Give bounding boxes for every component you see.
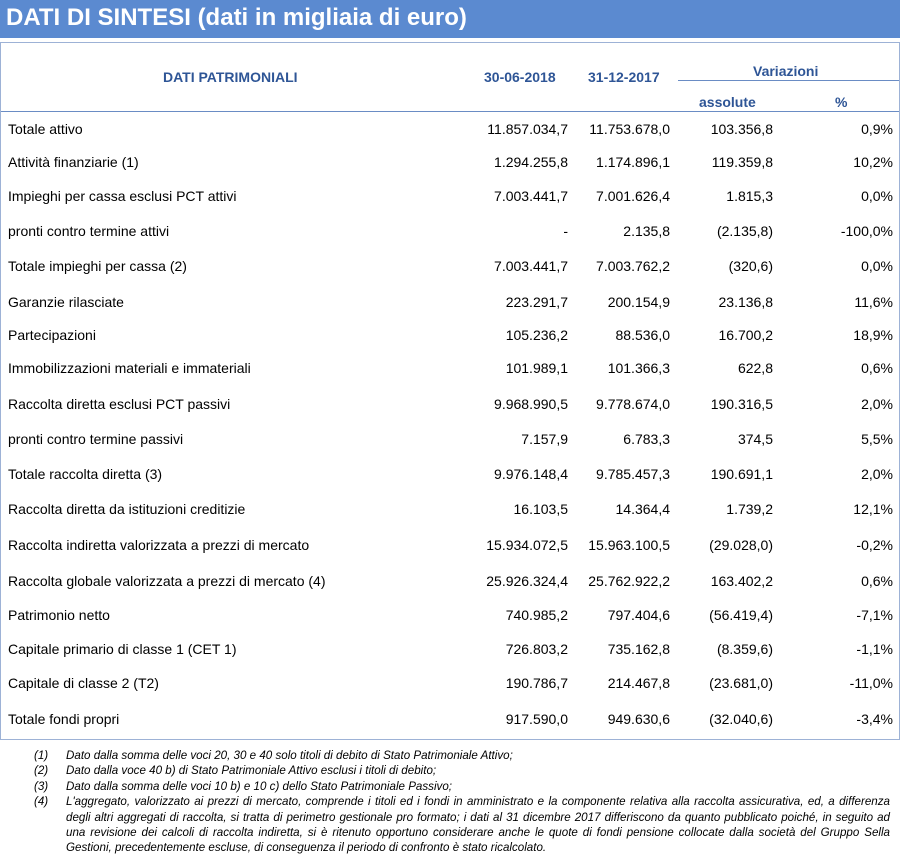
- variation-absolute: (32.040,6): [709, 711, 773, 727]
- variation-percent: 11,6%: [854, 294, 893, 310]
- variation-absolute: 622,8: [737, 360, 773, 376]
- value-31-12-2017: 15.963.100,5: [588, 537, 670, 553]
- table-row: [1, 318, 899, 352]
- table-row: [1, 492, 899, 526]
- table-row: [1, 632, 899, 666]
- table-row: [1, 351, 899, 385]
- value-30-06-2018: -: [563, 223, 568, 239]
- row-label: Patrimonio netto: [8, 607, 110, 623]
- value-30-06-2018: 917.590,0: [505, 711, 568, 727]
- column-header-assolute: assolute: [699, 94, 756, 110]
- table-row: [1, 112, 899, 146]
- row-label: Raccolta globale valorizzata a prezzi di mercato (4): [8, 573, 326, 589]
- value-31-12-2017: 7.001.626,4: [596, 188, 670, 204]
- row-label: Totale attivo: [8, 121, 83, 137]
- value-31-12-2017: 797.404,6: [607, 607, 670, 623]
- footnote-text: Dato dalla somma delle voci 20, 30 e 40 solo titoli di debito di Stato Patrimoniale Attivo;: [66, 749, 513, 762]
- variation-absolute: (320,6): [728, 258, 773, 274]
- footnote-number: (2): [34, 764, 49, 778]
- column-header-variazioni: Variazioni: [753, 63, 819, 79]
- table-row: [1, 564, 899, 598]
- row-label: Garanzie rilasciate: [8, 294, 124, 310]
- table-row: [1, 249, 899, 283]
- value-30-06-2018: 740.985,2: [505, 607, 568, 623]
- table-row: [1, 528, 899, 562]
- footnote: [0, 763, 900, 778]
- variation-absolute: (56.419,4): [709, 607, 773, 623]
- variation-percent: -0,2%: [856, 537, 893, 553]
- row-label: Immobilizzazioni materiali e immateriali: [8, 360, 251, 376]
- variation-percent: 0,0%: [861, 188, 893, 204]
- row-label: Impieghi per cassa esclusi PCT attivi: [8, 188, 237, 204]
- summary-table: [0, 42, 900, 740]
- value-31-12-2017: 25.762.922,2: [588, 573, 670, 589]
- variation-absolute: (29.028,0): [709, 537, 773, 553]
- value-30-06-2018: 190.786,7: [505, 675, 568, 691]
- value-30-06-2018: 7.003.441,7: [494, 188, 568, 204]
- variation-absolute: (8.359,6): [716, 641, 773, 657]
- variation-absolute: 190.316,5: [710, 396, 773, 412]
- table-row: [1, 214, 899, 248]
- row-label: Partecipazioni: [8, 327, 96, 343]
- value-31-12-2017: 7.003.762,2: [596, 258, 670, 274]
- variation-percent: 10,2%: [853, 154, 893, 170]
- row-label: Capitale di classe 2 (T2): [8, 675, 159, 691]
- variation-percent: 12,1%: [853, 501, 893, 517]
- value-30-06-2018: 726.803,2: [505, 641, 568, 657]
- footnote-number: (4): [34, 795, 49, 809]
- value-30-06-2018: 101.989,1: [505, 360, 568, 376]
- table-row: [1, 457, 899, 491]
- variation-absolute: 190.691,1: [710, 466, 773, 482]
- column-header-30-06-2018: 30-06-2018: [484, 69, 556, 85]
- value-30-06-2018: 25.926.324,4: [486, 573, 568, 589]
- value-31-12-2017: 14.364,4: [615, 501, 670, 517]
- value-30-06-2018: 15.934.072,5: [486, 537, 568, 553]
- row-label: Raccolta diretta da istituzioni creditizie: [8, 501, 246, 517]
- value-30-06-2018: 9.968.990,5: [494, 396, 568, 412]
- table-row: [1, 285, 899, 319]
- value-31-12-2017: 101.366,3: [607, 360, 670, 376]
- value-31-12-2017: 949.630,6: [607, 711, 670, 727]
- variation-percent: 0,0%: [861, 258, 893, 274]
- value-31-12-2017: 200.154,9: [607, 294, 670, 310]
- variation-percent: -100,0%: [840, 223, 893, 239]
- value-30-06-2018: 11.857.034,7: [487, 121, 568, 137]
- variation-percent: -3,4%: [856, 711, 893, 727]
- row-label: Totale raccolta diretta (3): [8, 466, 163, 482]
- table-row: [1, 598, 899, 632]
- value-30-06-2018: 7.003.441,7: [494, 258, 568, 274]
- value-30-06-2018: 9.976.148,4: [494, 466, 568, 482]
- variation-percent: -1,1%: [856, 641, 893, 657]
- row-label: Raccolta diretta esclusi PCT passivi: [8, 396, 231, 412]
- row-label: Totale fondi propri: [8, 711, 120, 727]
- variation-percent: 5,5%: [861, 431, 893, 447]
- footnote-number: (1): [34, 749, 49, 762]
- row-label: Totale impieghi per cassa (2): [8, 258, 187, 274]
- page-title: DATI DI SINTESI (dati in migliaia di euro): [6, 4, 467, 31]
- value-30-06-2018: 105.236,2: [505, 327, 568, 343]
- variation-percent: 18,9%: [853, 327, 893, 343]
- footnote: [0, 748, 900, 763]
- column-header-31-12-2017: 31-12-2017: [588, 69, 660, 85]
- table-row: [1, 702, 899, 736]
- variation-percent: 2,0%: [861, 396, 893, 412]
- value-31-12-2017: 1.174.896,1: [596, 154, 670, 170]
- row-label: pronti contro termine passivi: [8, 431, 184, 447]
- value-31-12-2017: 6.783,3: [623, 431, 670, 447]
- variation-percent: -7,1%: [856, 607, 893, 623]
- table-row: [1, 422, 899, 456]
- variation-absolute: (2.135,8): [716, 223, 773, 239]
- footnote-text: Dato dalla voce 40 b) di Stato Patrimoniale Attivo esclusi i titoli di debito;: [66, 764, 437, 778]
- value-31-12-2017: 2.135,8: [623, 223, 670, 239]
- value-31-12-2017: 88.536,0: [615, 327, 670, 343]
- row-label: Raccolta indiretta valorizzata a prezzi di mercato: [8, 537, 310, 553]
- variation-absolute: 1.739,2: [726, 501, 773, 517]
- variation-absolute: 16.700,2: [718, 327, 773, 343]
- row-label: pronti contro termine attivi: [8, 223, 170, 239]
- footnote-text: L'aggregato, valorizzato ai prezzi di mercato, comprende i titoli ed i fondi in amministrato e la componente relativa alla raccolta assicurativa, ed, a differenza degli altri aggregati di raccolta, si tratta di perimetro gestionale pro formato; i dati al 31 dicembre 2017 differiscono da quanto pubblicato poiché, in seguito ad una revisione dei calcoli di raccolta indiretta, si è ritenuto opportuno considerare anche le quote di fondi pensione collocate dalla società del Gruppo Sella Gestioni, precedentemente escluse, di conseguenza il periodo di confronto è stato ricalcolato.: [66, 795, 890, 855]
- table-row: [1, 145, 899, 179]
- variazioni-divider: [678, 80, 899, 81]
- footnote-text: Dato dalla somma delle voci 10 b) e 10 c) dello Stato Patrimoniale Passivo;: [66, 779, 453, 793]
- table-row: [1, 666, 899, 700]
- column-header-percent: %: [835, 94, 848, 110]
- table-row: [1, 179, 899, 213]
- footnote-number: (3): [34, 779, 49, 793]
- table-row: [1, 387, 899, 421]
- variation-absolute: 103.356,8: [710, 121, 773, 137]
- footnote: [0, 794, 900, 856]
- value-31-12-2017: 9.778.674,0: [596, 396, 670, 412]
- title-bar: [0, 0, 900, 38]
- variation-percent: 0,6%: [861, 573, 893, 589]
- value-30-06-2018: 223.291,7: [505, 294, 568, 310]
- variation-absolute: 119.359,8: [711, 154, 773, 170]
- variation-absolute: 1.815,3: [726, 188, 773, 204]
- variation-absolute: 163.402,2: [710, 573, 773, 589]
- value-30-06-2018: 16.103,5: [513, 501, 568, 517]
- row-label: Attività finanziarie (1): [8, 154, 139, 170]
- variation-absolute: 374,5: [737, 431, 773, 447]
- variation-percent: 2,0%: [861, 466, 893, 482]
- value-31-12-2017: 11.753.678,0: [589, 121, 670, 137]
- value-31-12-2017: 214.467,8: [607, 675, 670, 691]
- value-30-06-2018: 7.157,9: [521, 431, 568, 447]
- variation-absolute: 23.136,8: [718, 294, 773, 310]
- variation-percent: -11,0%: [849, 675, 893, 691]
- section-header: DATI PATRIMONIALI: [163, 69, 298, 85]
- variation-absolute: (23.681,0): [709, 675, 773, 691]
- variation-percent: 0,6%: [861, 360, 893, 376]
- footnotes: [0, 748, 900, 856]
- value-31-12-2017: 9.785.457,3: [596, 466, 670, 482]
- footnote: [0, 779, 900, 794]
- value-31-12-2017: 735.162,8: [607, 641, 670, 657]
- variation-percent: 0,9%: [861, 121, 893, 137]
- value-30-06-2018: 1.294.255,8: [494, 154, 568, 170]
- row-label: Capitale primario di classe 1 (CET 1): [8, 641, 237, 657]
